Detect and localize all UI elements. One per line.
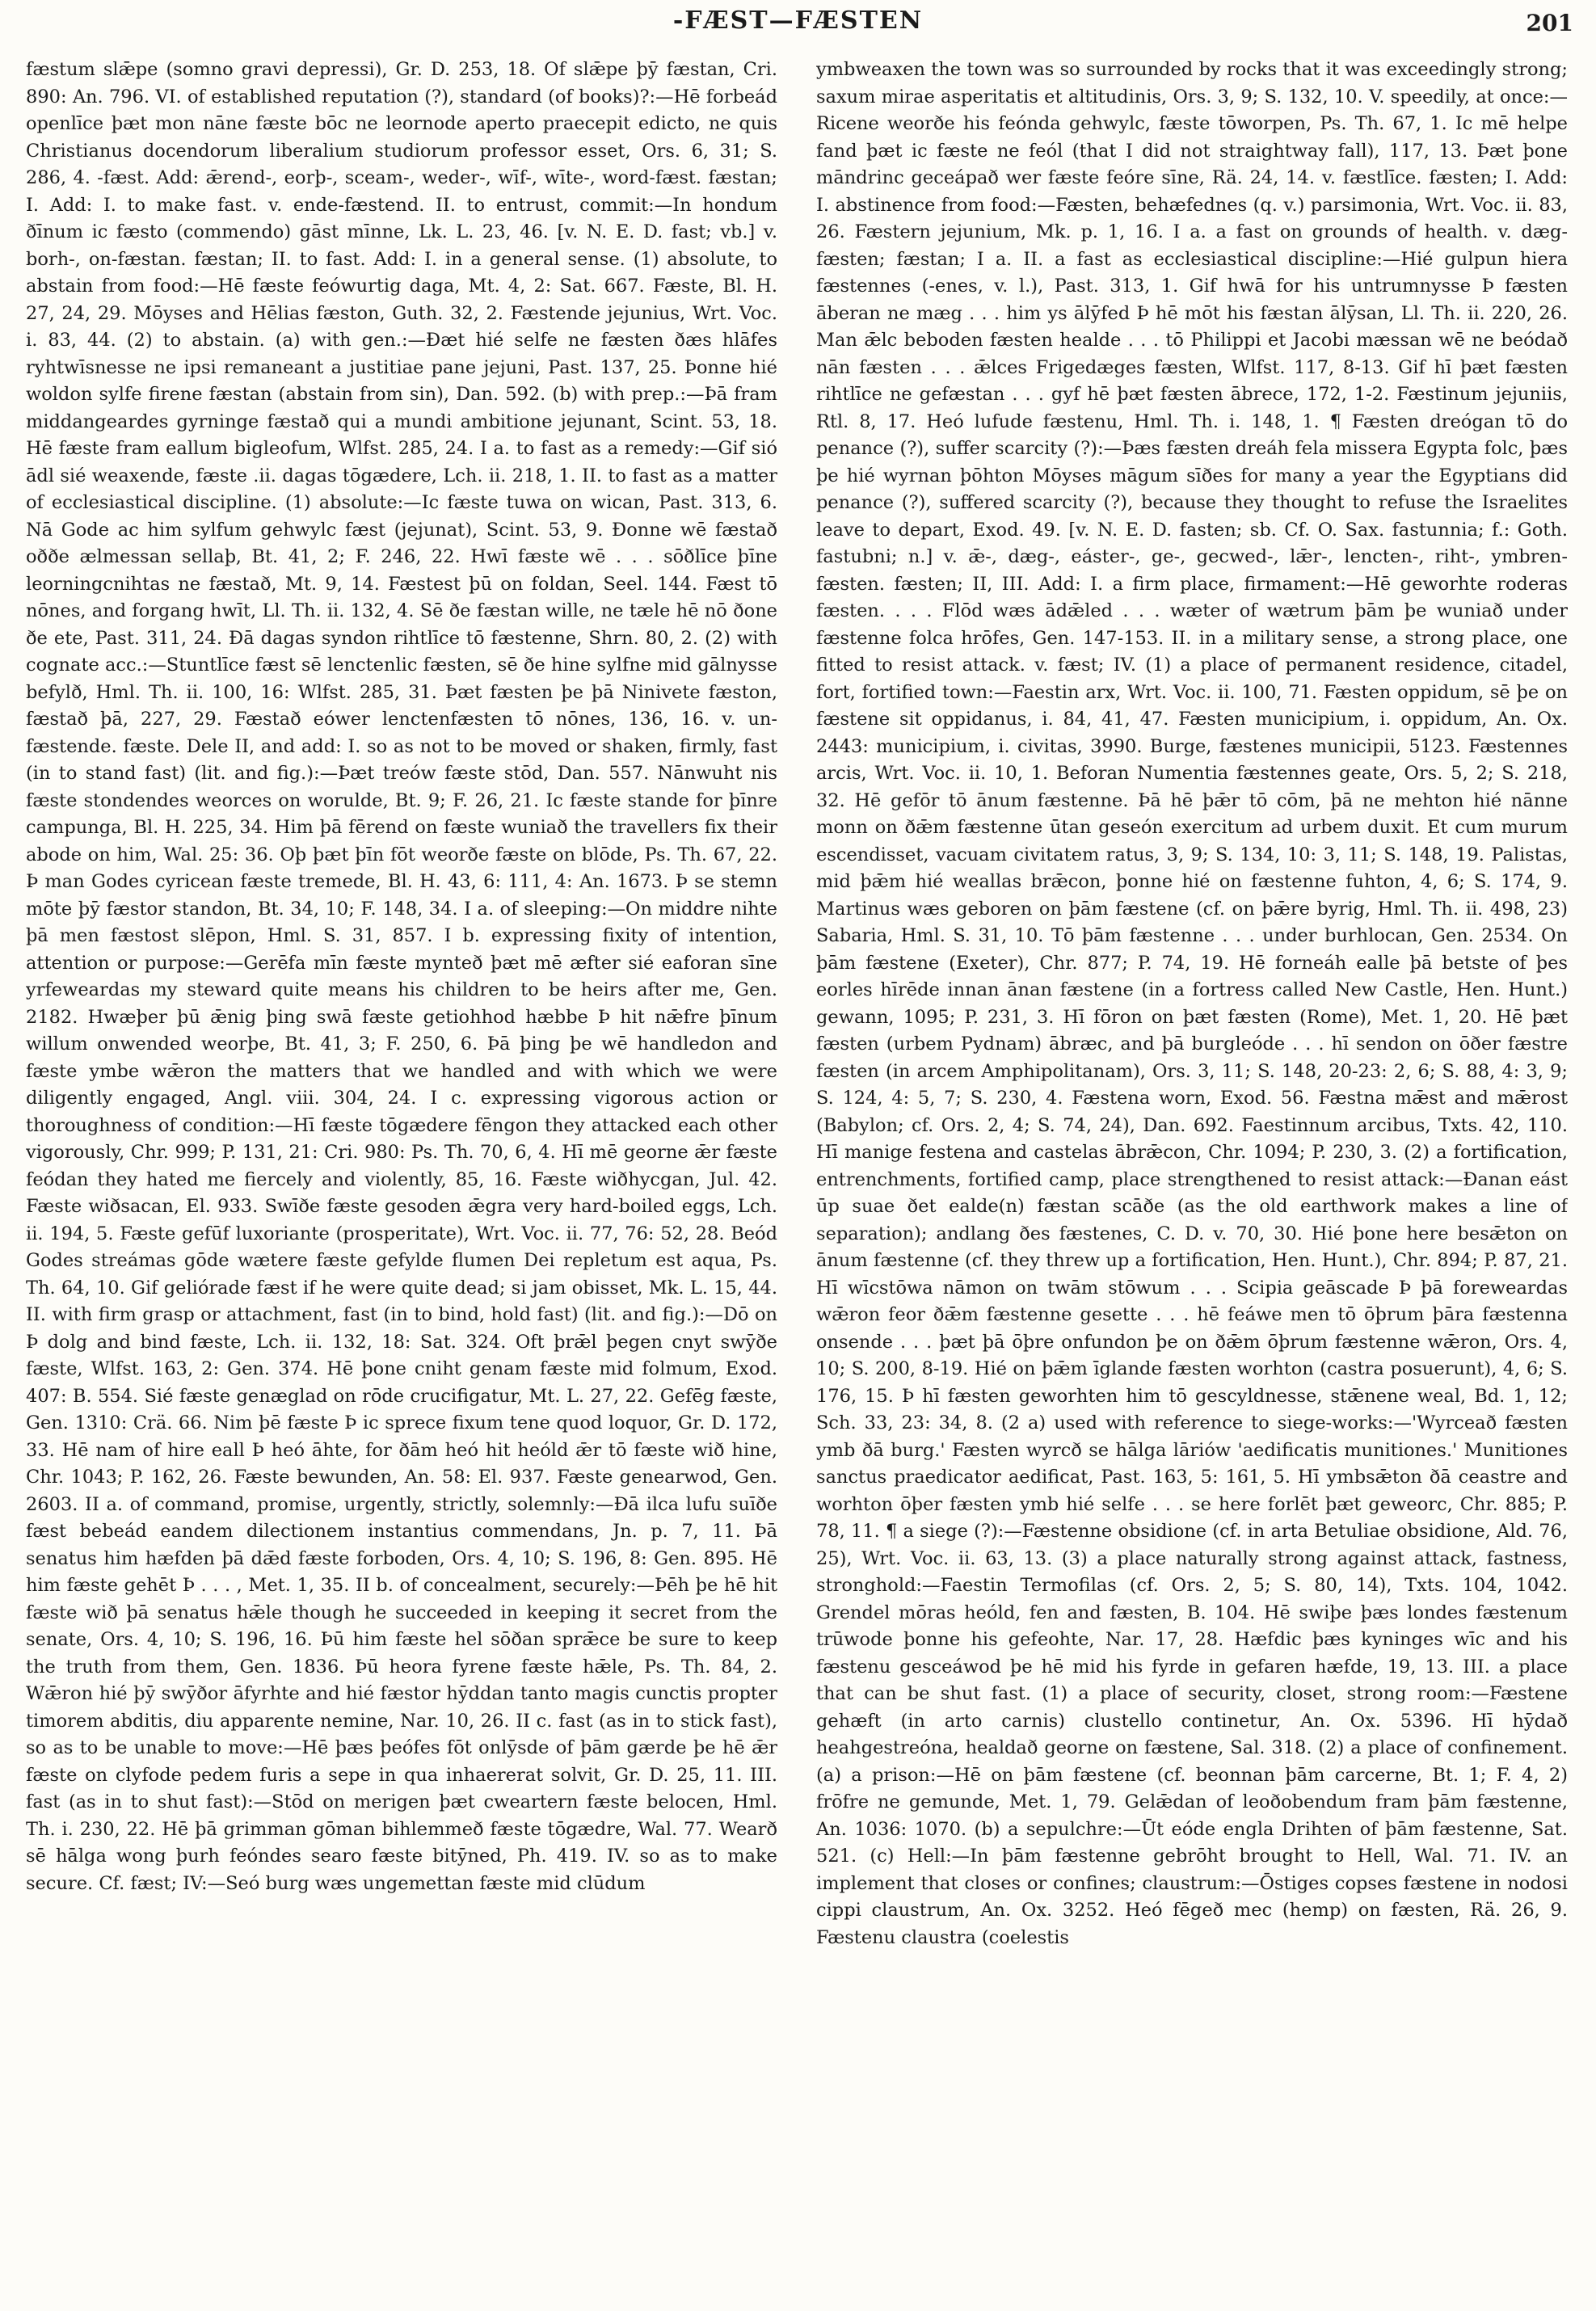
page-number: 201	[1526, 10, 1573, 36]
left-column	[26, 57, 777, 2295]
right-column	[816, 57, 1568, 2295]
page-header	[0, 0, 1596, 48]
running-head: -FÆST—FÆSTEN	[672, 6, 924, 35]
right-column-text: ymbweaxen the town was so surrounded by rocks that it was exceedingly strong; saxum mirae asperitatis et altitudinis, Ors. 3, 9; S. 132, 10. V. speedily, at once:—Ricene weorðe his feónda gehwylc, fæste tōworpen, Ps. Th. 67, 1. Ic mē helpe fand þæt ic fæste ne feól (that I did not straightway fall), 117, 13. Þæt þone māndrinc geceápað wer fæste feóre sīne, Rä. 24, 14. v. fæstlīce. fæsten; I. Add: I. abstinence from food:—Fæsten, behæfednes (q. v.) parsimonia, Wrt. Voc. ii. 83, 26. Fæstern jejunium, Mk. p. 1, 16. I a. a fast on grounds of health. v. dæg-fæsten; fæstan; I a. II. a fast as ecclesiastical discipline:—Hié gulpun hiera fæstennes (-enes, v. l.), Past. 313, 1. Gif hwā for his untrumnysse Þ fæsten āberan ne mæg . . . him ys ālȳfed Þ hē mōt his fæstan ālȳsan, Ll. Th. ii. 220, 26. Man ǣlc beboden fæsten healde . . . tō Philippi et Jacobi mæssan wē ne beódað nān fæsten . . . ǣlces Frigedæges fæsten, Wlfst. 117, 8-13. Gif hī þæt fæsten rihtlīce ne gefæstan . . . gyf hē þæt fæsten ābrece, 172, 1-2. Fæstinum jejuniis, Rtl. 8, 17. Heó lufude fæstenu, Hml. Th. i. 148, 1. ¶ Fæsten dreógan tō do penance (?), suffer scarcity (?):—Þæs fæsten dreáh fela missera Egypta folc, þæs þe hié wyrnan þōhton Mōyses māgum sīðes for many a year the Egyptians did penance (?), suffered scarcity (?), because they thought to refuse the Israelites leave to depart, Exod. 49. [v. N. E. D. fasten; sb. Cf. O. Sax. fastunnia; f.: Goth. fastubni; n.] v. ǣ-, dæg-, eáster-, ge-, gecwed-, lǣr-, lencten-, riht-, ymbren-fæsten. fæsten; II, III. Add: I. a firm place, firmament:—Hē geworhte roderas fæsten. . . . Flōd wæs ādǣled . . . wæter of wætrum þām þe wuniað under fæstenne folca hrōfes, Gen. 147-153. II. in a military sense, a strong place, one fitted to resist attack. v. fæst; IV. (1) a place of permanent residence, citadel, fort, fortified town:—Faestin arx, Wrt. Voc. ii. 100, 71. Fæsten oppidum, sē þe on fæstene sit oppidanus, i. 84, 41, 47. Fæsten municipium, i. oppidum, An. Ox. 2443: municipium, i. civitas, 3990. Burge, fæstenes municipii, 5123. Fæstennes arcis, Wrt. Voc. ii. 10, 1. Beforan Numentia fæstennes geate, Ors. 5, 2; S. 218, 32. Hē gefōr tō ānum fæstenne. Þā hē þǣr tō cōm, þā ne mehton hié nānne monn on ðǣm fæstenne ūtan geseón exercitum ad urbem duxit. Et cum murum escendisset, vacuam civitatem ratus, 3, 9; S. 134, 10: 3, 11; S. 148, 19. Palistas, mid þǣm hié weallas brǣcon, þonne hié on fæstenne fuhton, 4, 6; S. 174, 9. Martinus wæs geboren on þām fæstene (cf. on þǣre byrig, Hml. Th. ii. 498, 23) Sabaria, Hml. S. 31, 10. Tō þām fæstenne . . . under burhlocan, Gen. 2534. On þām fæstene (Exeter), Chr. 877; P. 74, 19. Hē forneáh ealle þā betste of þes eorles hīrēde innan ānan fæstene (in a fortress called New Castle, Hen. Hunt.) gewann, 1095; P. 231, 3. Hī fōron on þæt fæsten (Rome), Met. 1, 20. Hē þæt fæsten (urbem Pydnam) ābræc, and þā burgleóde . . . hī sendon on ōðer fæstre fæsten (in arcem Amphipolitanam), Ors. 3, 11; S. 148, 20-23: 2, 6; S. 88, 4: 3, 9; S. 124, 4: 5, 7; S. 230, 4. Fæstena worn, Exod. 56. Fæstna mǣst and mǣrost (Babylon; cf. Ors. 2, 4; S. 74, 24), Dan. 692. Faestinnum arcibus, Txts. 42, 110. Hī manige festena and castelas ābrǣcon, Chr. 1094; P. 230, 3. (2) a fortification, entrenchments, fortified camp, place strengthened to resist attack:—Ðanan eást ūp suae ðet ealde(n) fæstan scāðe (as the old earthwork makes a line of separation); andlang ðes fæstenes, C. D. v. 70, 30. Hié þone here besǣton on ānum fæstenne (cf. they threw up a fortification, Hen. Hunt.), Chr. 894; P. 87, 21. Hī wīcstōwa nāmon on twām stōwum . . . Scipia geāscade Þ þā foreweardas wǣron feor ðǣm fæstenne gesette . . . hē feáwe men tō ōþrum þāra fæstenna onsende . . . þæt þā ōþre onfundon þe on ðǣm ōþrum fæstenne wǣron, Ors. 4, 10; S. 200, 8-19. Hié on þǣm īglande fæsten worhton (castra posuerunt), 4, 6; S. 176, 15. Þ hī fæsten geworhten him tō gescyldnesse, stǣnene weal, Bd. 1, 12; Sch. 33, 23: 34, 8. (2 a) used with reference to siege-works:—'Wyrceað fæsten ymb ðā burg.' Fæsten wyrcð se hālga lāriów 'aedificatis munitiones.' Munitiones sanctus praedicator aedificat, Past. 163, 5: 161, 5. Hī ymbsǣton ðā ceastre and worhton ōþer fæsten ymb hié selfe . . . se here forlēt þæt geweorc, Chr. 885; P. 78, 11. ¶ a siege (?):—Fæstenne obsidione (cf. in arta Betuliae obsidione, Ald. 76, 25), Wrt. Voc. ii. 63, 13. (3) a place naturally strong against attack, fastness, stronghold:—Faestin Termofilas (cf. Ors. 2, 5; S. 80, 14), Txts. 104, 1042. Grendel mōras heóld, fen and fæsten, B. 104. Hē swiþe þæs londes fæstenum trūwode þonne his gefeohte, Nar. 17, 28. Hæfdic þæs kyninges wīc and his fæstenu gesceáwod þe hē mid his fyrde in gefaren hæfde, 19, 13. III. a place that can be shut fast. (1) a place of security, closet, strong room:—Fæstene gehæft (in arto carnis) clustello continetur, An. Ox. 5396. Hī hȳdað heahgestreóna, healdað georne on fæstene, Sal. 318. (2) a place of confinement. (a) a prison:—Hē on þām fæstene (cf. beonnan þām carcerne, Bt. 1; F. 4, 2) frōfre ne gemunde, Met. 1, 79. Gelǣdan of leoðobendum fram þām fæstenne, An. 1036: 1070. (b) a sepulchre:—Ūt eóde engla Drihten of þām fæstenne, Sat. 521. (c) Hell:—In þām fæstenne gebrōht brought to Hell, Wal. 71. IV. an implement that closes or confines; claustrum:—Ōstiges copses fæstene in nodosi cippi claustrum, An. Ox. 3252. Heó fēgeð mec (hemp) on fæsten, Rä. 26, 9. Fæstenu claustra (coelestis	[816, 59, 1568, 1948]
left-column-text: fæstum slǣpe (somno gravi depressi), Gr. D. 253, 18. Of slǣpe þȳ fæstan, Cri. 890: An. 796. VI. of established reputation (?), standard (of books)?:—Hē forbeád openlīce þæt mon nāne fæste bōc ne leornode aperto praecepit edicto, ne quis Christianus docendorum liberalium studiorum professor esset, Ors. 6, 31; S. 286, 4. -fæst. Add: ǣrend-, eorþ-, sceam-, weder-, wīf-, wīte-, word-fæst. fæstan; I. Add: I. to make fast. v. ende-fæstend. II. to entrust, commit:—In hondum ðīnum ic fæsto (commendo) gāst mīnne, Lk. L. 23, 46. [v. N. E. D. fast; vb.] v. borh-, on-fæstan. fæstan; II. to fast. Add: I. in a general sense. (1) absolute, to abstain from food:—Hē fæste feówurtig daga, Mt. 4, 2: Sat. 667. Fæste, Bl. H. 27, 24, 29. Mōyses and Hēlias fæston, Guth. 32, 2. Fæstende jejunius, Wrt. Voc. i. 83, 44. (2) to abstain. (a) with gen.:—Ðæt hié selfe ne fæsten ðæs hlāfes ryhtwīsnesse ne ipsi remaneant a justitiae pane jejuni, Past. 137, 25. Þonne hié woldon sylfe firene fæstan (abstain from sin), Dan. 592. (b) with prep.:—Þā fram middangeardes gyrninge fæstað qui a mundi ambitione jejunant, Scint. 53, 18. Hē fæste fram eallum bigleofum, Wlfst. 285, 24. I a. to fast as a remedy:—Gif sió ādl sié weaxende, fæste .ii. dagas tōgædere, Lch. ii. 218, 1. II. to fast as a matter of ecclesiastical discipline. (1) absolute:—Ic fæste tuwa on wican, Past. 313, 6. Nā Gode ac him sylfum gehwylc fæst (jejunat), Scint. 53, 9. Ðonne wē fæstað oððe ælmessan sellaþ, Bt. 41, 2; F. 246, 22. Hwī fæste wē . . . sōðlīce þīne leorningcnihtas ne fæstað, Mt. 9, 14. Fæstest þū on foldan, Seel. 144. Fæst tō nōnes, and forgang hwīt, Ll. Th. ii. 132, 4. Sē ðe fæstan wille, ne tæle hē nō ðone ðe ete, Past. 311, 24. Ðā dagas syndon rihtlīce tō fæstenne, Shrn. 80, 2. (2) with cognate acc.:—Stuntlīce fæst sē lenctenlic fæsten, sē ðe hine sylfne mid gālnysse befylð, Hml. Th. ii. 100, 16: Wlfst. 285, 31. Þæt fæsten þe þā Ninivete fæston, fæstað þā, 227, 29. Fæstað eówer lenctenfæsten tō nōnes, 136, 16. v. un-fæstende. fæste. Dele II, and add: I. so as not to be moved or shaken, firmly, fast (in to stand fast) (lit. and fig.):—Þæt treów fæste stōd, Dan. 557. Nānwuht nis fæste stondendes weorces on woruldе, Bt. 9; F. 26, 21. Ic fæste stande for þīnre campunga, Bl. H. 225, 34. Him þā fērend on fæste wuniað the travellers fix their abode on him, Wal. 25: 36. Oþ þæt þīn fōt weorðe fæste on blōde, Ps. Th. 67, 22. Þ man Godes cyricean fæste tremede, Bl. H. 43, 6: 111, 4: An. 1673. Þ se stemn mōte þȳ fæstor standon, Bt. 34, 10; F. 148, 34. I a. of sleeping:—On middre nihte þā men fæstost slēpon, Hml. S. 31, 857. I b. expressing fixity of intention, attention or purpose:—Gerēfa mīn fæste mynteð þæt mē æfter sié eaforan sīne yrfeweardas my steward quite means his children to be heirs after me, Gen. 2182. Hwæþer þū ǣnig þing swā fæste getiohhod hæbbe Þ hit nǣfre þīnum willum onwended weorþe, Bt. 41, 3; F. 250, 6. Þā þing þe wē handledon and fæste ymbe wǣron the matters that we handled and with which we were diligently engaged, Angl. viii. 304, 24. I c. expressing vigorous action or thoroughness of condition:—Hī fæste tōgædere fēngon they attacked each other vigorously, Chr. 999; P. 131, 21: Cri. 980: Ps. Th. 70, 6, 4. Hī mē georne ǣr fæste feódan they hated me fiercely and violently, 85, 16. Fæste wiðhycgan, Jul. 42. Fæste wiðsacan, El. 933. Swīðe fæste gesoden ǣgra very hard-boiled eggs, Lch. ii. 194, 5. Fæste gefūf luxoriante (prosperitate), Wrt. Voc. ii. 77, 76: 52, 28. Beód Godes streámas gōde wætere fæste gefylde flumen Dei repletum est aqua, Ps. Th. 64, 10. Gif geliórade fæst if he were quite dead; si jam obisset, Mk. L. 15, 44. II. with firm grasp or attachment, fast (in to bind, hold fast) (lit. and fig.):—Dō on Þ dolg and bind fæste, Lch. ii. 132, 18: Sat. 324. Oft þrǣl þegen cnyt swȳðe fæste, Wlfst. 163, 2: Gen. 374. Hē þone cniht genam fæste mid folmum, Exod. 407: B. 554. Sié fæste genæglad on rōde crucifigatur, Mt. L. 27, 22. Gefēg fæste, Gen. 1310: Crä. 66. Nim þē fæste Þ ic sprece fixum tene quod loquor, Gr. D. 172, 33. Hē nam of hire eall Þ heó āhte, for ðām heó hit heóld ǣr tō fæste wið hine, Chr. 1043; P. 162, 26. Fæste bewunden, An. 58: El. 937. Fæste genearwod, Gen. 2603. II a. of command, promise, urgently, strictly, solemnly:—Ðā ilca lufu suīðe fæst bebeád eandem dilectionem instantius commendans, Jn. p. 7, 11. Þā senatus him hæfden þā dǣd fæste forboden, Ors. 4, 10; S. 196, 8: Gen. 895. Hē him fæste gehēt Þ . . . , Met. 1, 35. II b. of concealment, securely:—Þēh þe hē hit fæste wið þā senatus hǣle though he succeeded in keeping it secret from the senate, Ors. 4, 10; S. 196, 16. Þū him fæste hel sōðan sprǣce be sure to keep the truth from them, Gen. 1836. Þū heora fyrene fæste hǣle, Ps. Th. 84, 2. Wǣron hié þȳ swȳðor āfyrhte and hié fæstor hȳddan tanto magis cunctis propter timorem abditis, diu apparente nemine, Nar. 10, 26. II c. fast (as in to stick fast), so as to be unable to move:—Hē þæs þeófes fōt onlȳsde of þām gærde þe hē ǣr fæste on clyfode pedem furis a sepe in qua inhaererat solvit, Gr. D. 25, 11. III. fast (as in to shut fast):—Stōd on merigen þæt cweartern fæste belocen, Hml. Th. i. 230, 22. Hē þā grimman gōman bihlemmeð fæste tōgædre, Wal. 77. Wearð sē hālga wong þurh feóndes searo fæste bitȳned, Ph. 419. IV. so as to make secure. Cf. fæst; IV:—Seó burg wæs ungemettan fæste mid clūdum	[26, 59, 777, 1894]
